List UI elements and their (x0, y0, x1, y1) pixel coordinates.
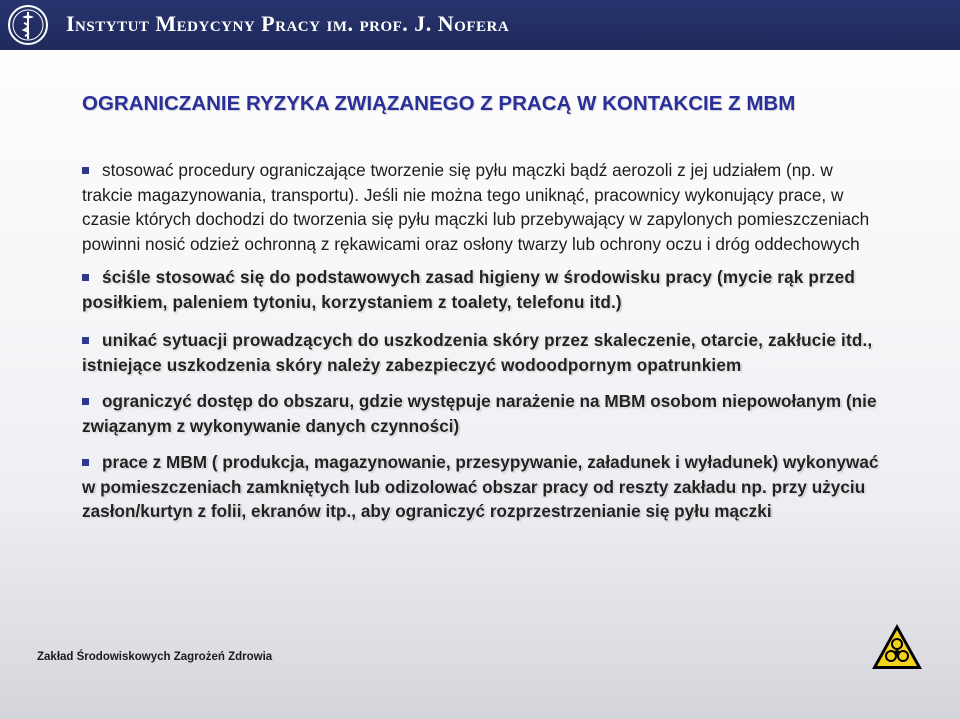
bullet-item (82, 158, 882, 256)
bullet-item (82, 389, 882, 438)
square-bullet-icon (82, 337, 89, 344)
square-bullet-icon (82, 274, 89, 281)
biohazard-warning-icon (870, 622, 924, 672)
bullet-text: ograniczyć dostęp do obszaru, gdzie występuje narażenie na MBM osobom niepowołanym (nie związanym z wykonywanie danych czynności) (82, 391, 877, 436)
square-bullet-icon (82, 398, 89, 405)
bullet-item (82, 450, 882, 524)
caduceus-icon (6, 3, 50, 47)
square-bullet-icon (82, 167, 89, 174)
square-bullet-icon (82, 459, 89, 466)
bullet-text: ściśle stosować się do podstawowych zasad higieny w środowisku pracy (mycie rąk przed posiłkiem, paleniem tytoniu, korzystaniem z toalety, telefonu itd.) (82, 267, 856, 312)
bullet-list (82, 158, 882, 524)
bullet-text: prace z MBM ( produkcja, magazynowanie, przesypywanie, załadunek i wyładunek) wykonywać w pomieszczeniach zamkniętych lub odizolować obszar pracy od reszty zakładu np. przy użyciu zasłon/kurtyn z folii, ekranów itp., aby ograniczyć rozprzestrzenianie się pyłu mączki (82, 452, 879, 521)
institution-name: Instytut Medycyny Pracy im. prof. J. Nofera (66, 11, 510, 36)
header-bar (0, 0, 960, 50)
slide-title: OGRANICZANIE RYZYKA ZWIĄZANEGO Z PRACĄ W KONTAKCIE Z MBM (82, 92, 796, 115)
bullet-text: stosować procedury ograniczające tworzenie się pyłu mączki bądź aerozoli z jej udziałem (np. w trakcie magazynowania, transportu). Jeśli nie można tego uniknąć, pracownicy wykonujący prace, w czasie których dochodzi do tworzenia się pyłu mączki lub przebywający w zapylonych pomieszczeniach powinni nosić odzież ochronną z rękawicami oraz osłony twarzy lub ochrony oczu i dróg oddechowych (82, 160, 870, 254)
footer-department: Zakład Środowiskowych Zagrożeń Zdrowia (37, 651, 273, 663)
bullet-text: unikać sytuacji prowadzących do uszkodzenia skóry przez skaleczenie, otarcie, zakłucie itd., istniejące uszkodzenia skóry należy zabezpieczyć wodoodpornym opatrunkiem (82, 330, 873, 375)
bullet-item (82, 328, 882, 377)
bullet-item (82, 265, 882, 314)
